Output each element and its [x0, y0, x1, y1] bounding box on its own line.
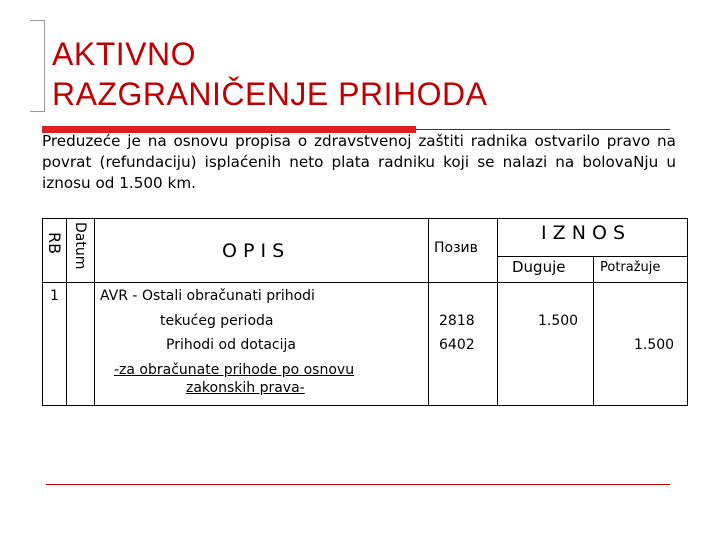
intro-paragraph: Preduzeće je na osnovu propisa o zdravstvenoj zaštiti radnika ostvarilo pravo na povrat (refundaciju) isplaćenih neto plata radniku koji se nalazi na bolovaNju u iznosu od 1.500 km. [42, 132, 676, 192]
row-opis-line-4: -za obračunate prihode po osnovu [114, 362, 355, 378]
slide-title [52, 34, 487, 114]
header-poziv: Позив [434, 240, 478, 256]
row-poziv-2: 6402 [439, 337, 475, 353]
row-duguje: 1.500 [538, 313, 579, 329]
row-opis-line-3: Prihodi od dotacija [166, 337, 296, 353]
title-line-2: RAZGRANIČENJE PRIHODA [52, 76, 488, 112]
bottom-rule [46, 484, 670, 485]
header-datum: Datum [72, 222, 88, 270]
row-opis-line-5: zakonskih prava- [186, 380, 305, 396]
row-poziv-1: 2818 [439, 313, 475, 329]
header-opis: O P I S [222, 240, 285, 262]
header-rb: RB [45, 232, 64, 255]
header-potrazuje: Potražuje [600, 260, 661, 275]
row-potrazuje: 1.500 [634, 337, 675, 353]
journal-table [42, 218, 688, 406]
row-opis-line-2: tekućeg perioda [160, 313, 274, 329]
header-duguje: Duguje [512, 258, 566, 276]
title-underline-rule [416, 129, 670, 130]
title-line-1: AKTIVNO [52, 36, 196, 72]
row-rb: 1 [50, 288, 59, 304]
row-opis-line-1: AVR - Ostali obračunati prihodi [100, 288, 315, 304]
title-frame-decoration [30, 20, 45, 112]
header-iznos: I Z N O S [541, 222, 626, 244]
